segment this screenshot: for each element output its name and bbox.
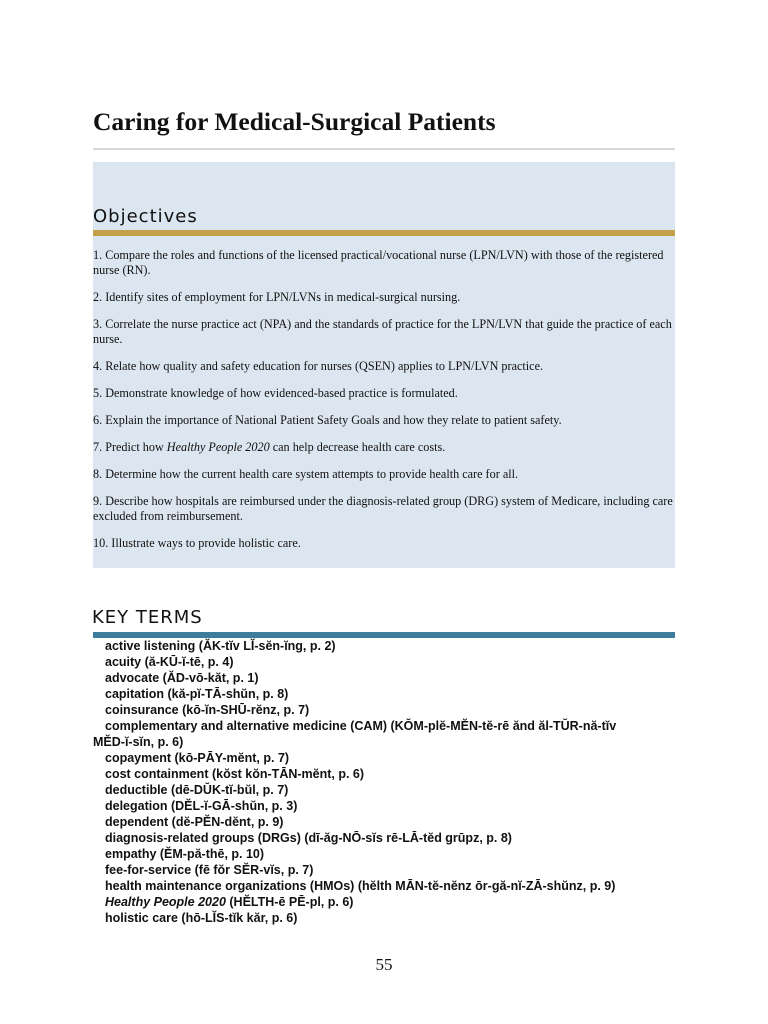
page-title: Caring for Medical-Surgical Patients xyxy=(93,107,496,136)
objective-item-italic: Healthy People 2020 xyxy=(166,440,270,454)
key-term-pronunciation: (HĔLTH-ē PĒ-pl, p. 6) xyxy=(225,895,354,909)
objective-item: 10. Illustrate ways to provide holistic care. xyxy=(93,536,301,550)
key-term: cost containment (kŏst kŏn-TĀN-mĕnt, p. 6) xyxy=(105,767,365,781)
objective-item-text: can help decrease health care costs. xyxy=(269,440,446,454)
key-term: health maintenance organizations (HMOs) (hĕlth MĀN-tĕ-nĕnz ōr-gă-nĭ-ZĀ-shŭnz, p. 9) xyxy=(105,879,616,893)
key-term: diagnosis-related groups (DRGs) (dī-ăg-NŌ-sĭs rē-LĀ-tĕd grūpz, p. 8) xyxy=(105,831,512,845)
objective-item-text: 7. Predict how xyxy=(93,440,167,454)
page-number: 55 xyxy=(375,955,393,974)
objectives-panel xyxy=(93,162,675,568)
objective-item: 6. Explain the importance of National Patient Safety Goals and how they relate to patient safety. xyxy=(93,413,562,427)
objective-item: 5. Demonstrate knowledge of how evidenced-based practice is formulated. xyxy=(93,386,458,400)
key-term: acuity (ă-KŪ-ĭ-tē, p. 4) xyxy=(105,655,234,669)
objective-item: 3. Correlate the nurse practice act (NPA) and the standards of practice for the LPN/LVN that guide the practice of each nurse. xyxy=(93,317,672,346)
key-term: holistic care (hō-LĬS-tĭk kăr, p. 6) xyxy=(105,911,298,925)
key-term: active listening (ĂK-tĭv LĬ-sĕn-ĭng, p. 2) xyxy=(105,639,336,653)
key-terms-heading: KEY TERMS xyxy=(92,607,203,628)
objectives-heading: Objectives xyxy=(93,206,198,227)
key-term: complementary and alternative medicine (CAM) (KŎM-plĕ-MĔN-tĕ-rē ănd ăl-TŬR-nă-tĭv xyxy=(105,719,617,733)
key-term: copayment (kō-PĀY-mĕnt, p. 7) xyxy=(105,751,290,765)
key-term: deductible (dē-DŬK-tĭ-bŭl, p. 7) xyxy=(105,783,289,797)
key-term: dependent (dĕ-PĔN-dĕnt, p. 9) xyxy=(105,815,284,829)
key-term: delegation (DĔL-ĭ-GĀ-shŭn, p. 3) xyxy=(105,799,298,813)
title-divider xyxy=(93,148,675,150)
objective-item: 8. Determine how the current health care system attempts to provide health care for all. xyxy=(93,467,519,481)
objective-item: 2. Identify sites of employment for LPN/LVNs in medical-surgical nursing. xyxy=(93,290,461,304)
objective-item xyxy=(93,440,675,455)
objective-item: 9. Describe how hospitals are reimbursed under the diagnosis-related group (DRG) system of Medicare, including care excluded from reimbursement. xyxy=(93,494,673,523)
objectives-list xyxy=(93,248,675,563)
key-term: fee-for-service (fē fŏr SĔR-vĭs, p. 7) xyxy=(105,863,314,877)
key-terms-list xyxy=(93,638,675,926)
key-term: coinsurance (kō-ĭn-SHŪ-rĕnz, p. 7) xyxy=(105,703,310,717)
key-term: empathy (ĔM-pă-thē, p. 10) xyxy=(105,847,265,861)
key-term-continuation: MĔD-ĭ-sĭn, p. 6) xyxy=(93,735,184,749)
key-term-italic: Healthy People 2020 xyxy=(105,895,226,909)
key-term xyxy=(93,894,675,910)
key-term: advocate (ĂD-vō-kăt, p. 1) xyxy=(105,671,259,685)
objective-item: 4. Relate how quality and safety education for nurses (QSEN) applies to LPN/LVN practice. xyxy=(93,359,544,373)
objectives-divider xyxy=(93,230,675,236)
key-term: capitation (kă-pĭ-TĀ-shŭn, p. 8) xyxy=(105,687,289,701)
objective-item: 1. Compare the roles and functions of the licensed practical/vocational nurse (LPN/LVN) with those of the registered nurse (RN). xyxy=(93,248,664,277)
